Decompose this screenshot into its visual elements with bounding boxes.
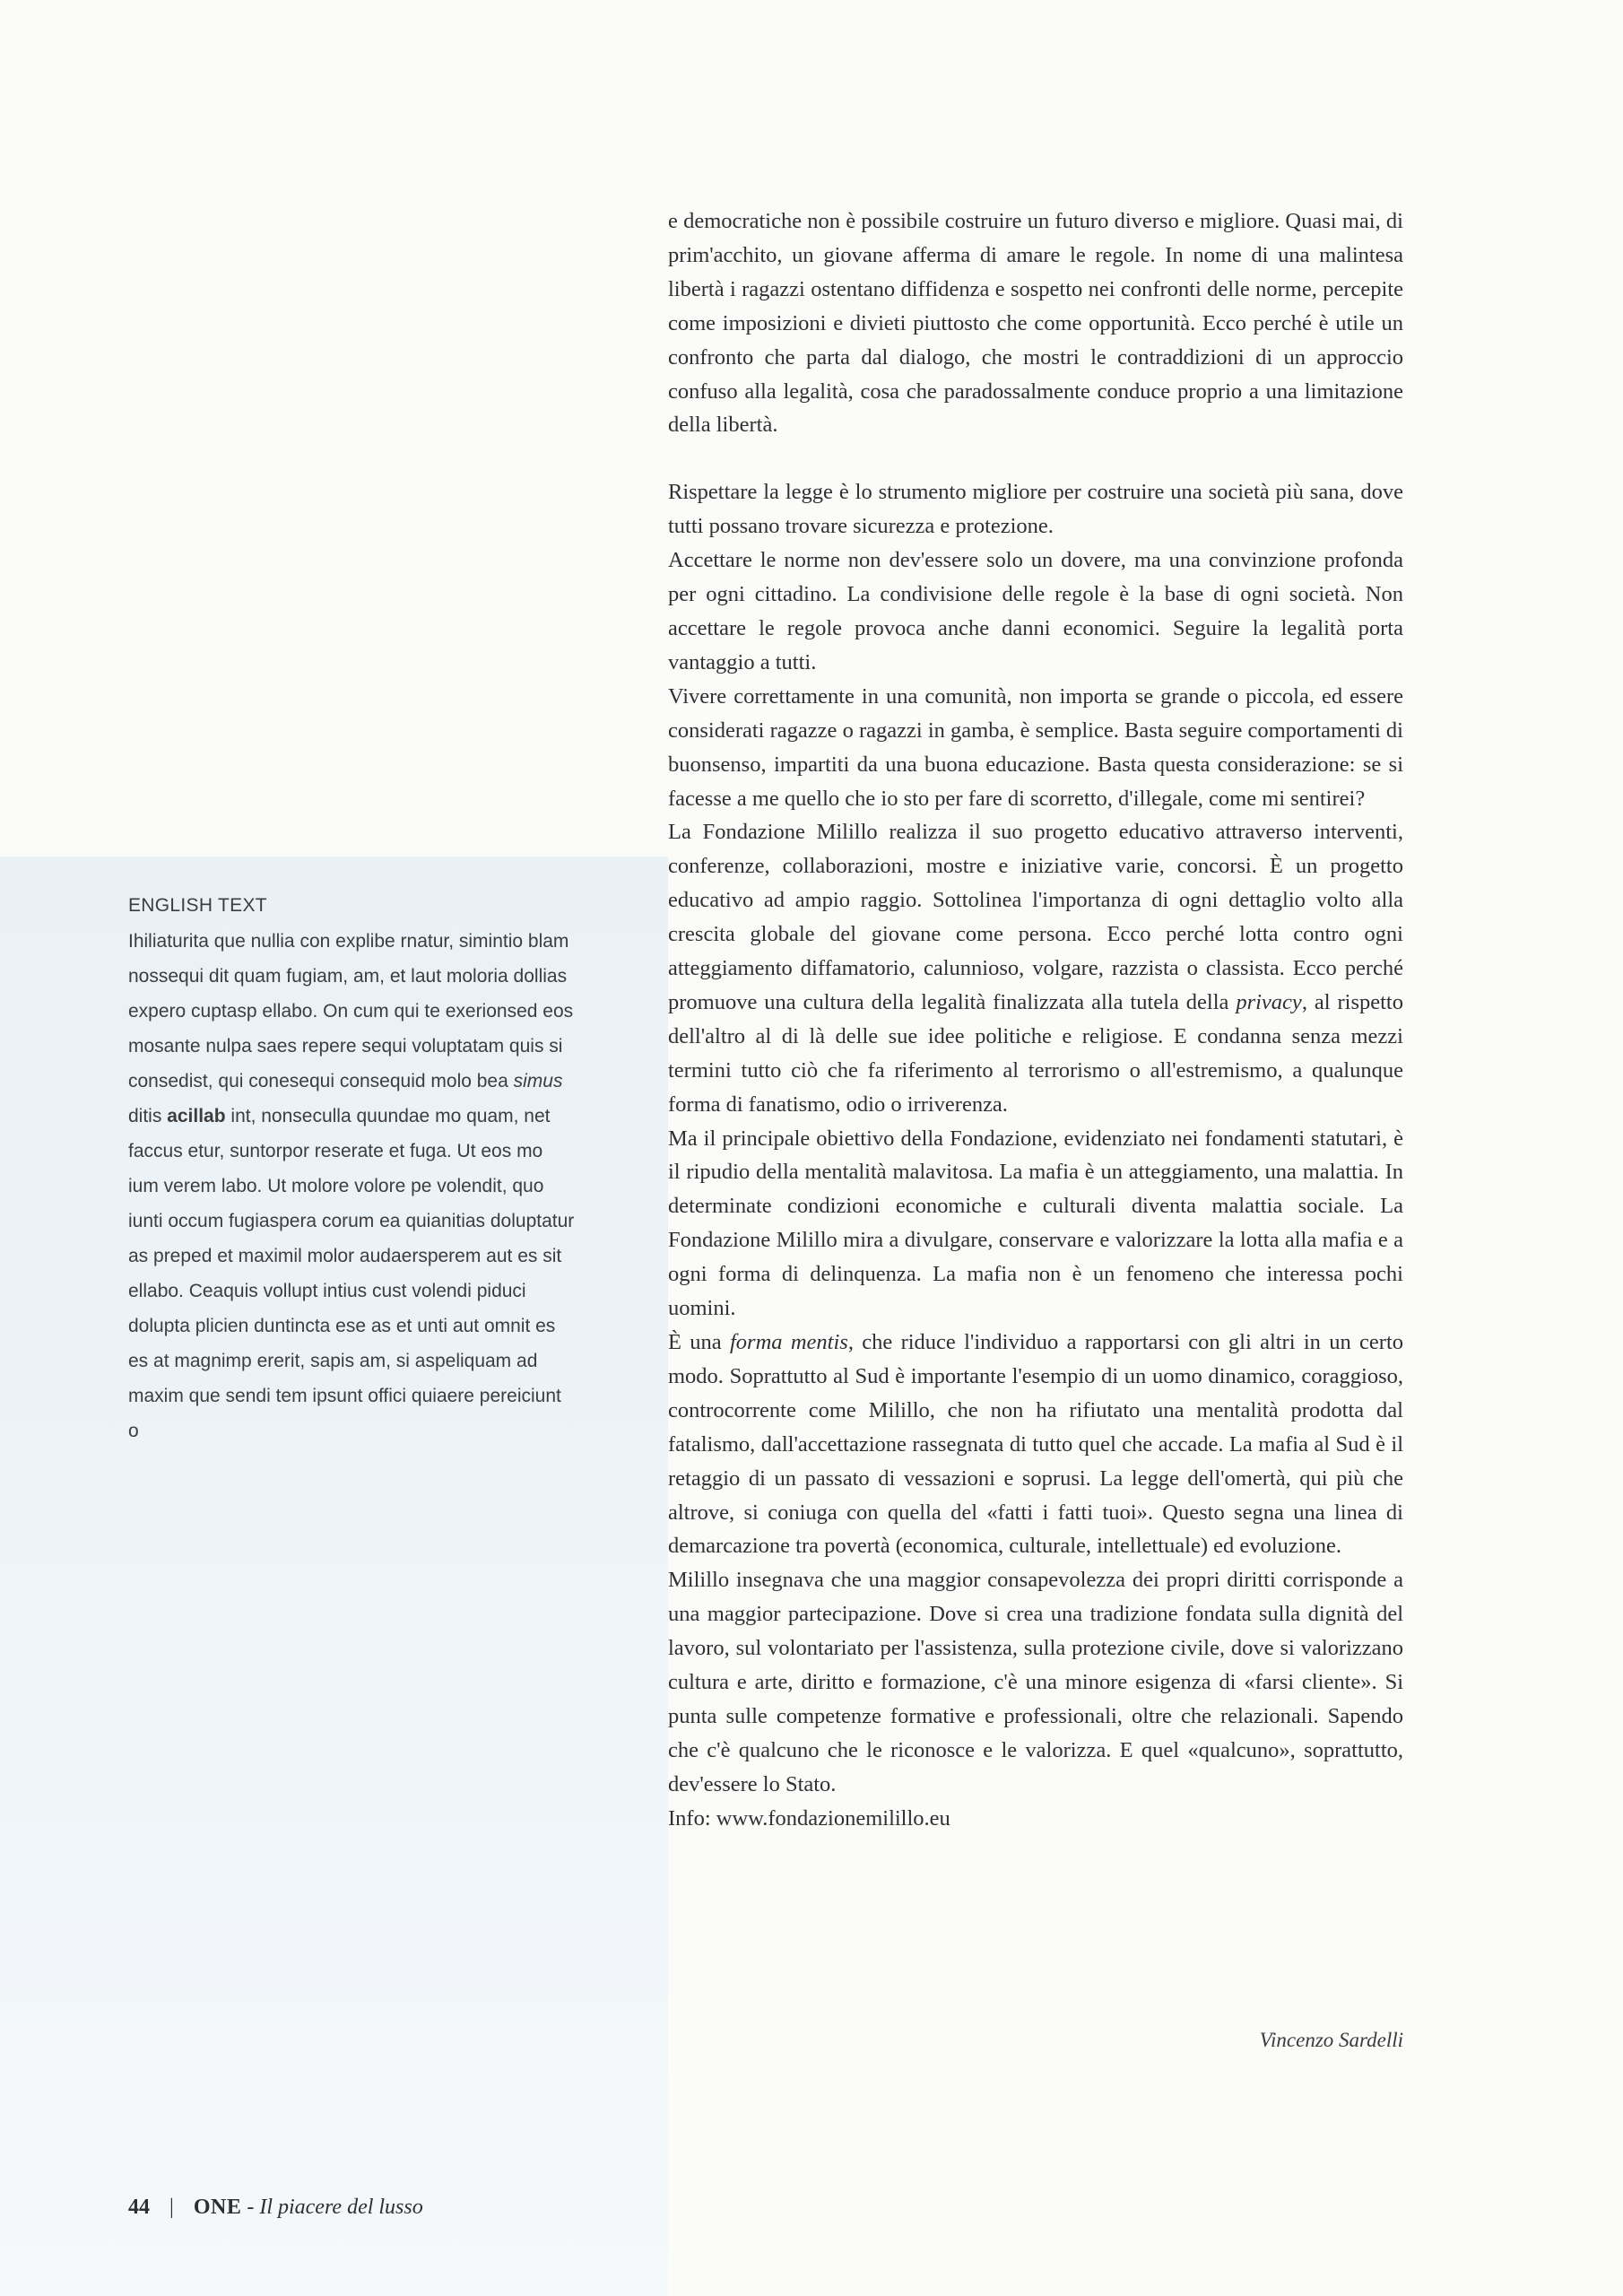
sidebar-text-part: ditis: [128, 1106, 168, 1126]
article-paragraph: [668, 1326, 1403, 1563]
paragraph-text: , che riduce l'individuo a rapportarsi con gli altri in un certo modo. Soprattutto al Sud è importante l'esempio di un uomo dinamico, coraggioso, controcorrente come Milillo, che non ha rifiutato una mentalità prodotta dal fatalismo, dall'accettazione rassegnata di tutto quel che accade. La mafia al Sud è il retaggio di un passato di vessazioni e soprusi. La legge dell'omertà, qui più che altrove, si coniuga con quella del «fatti i fatti tuoi». Questo segna una linea di demarcazione tra povertà (economica, culturale, intellettuale) ed evoluzione.: [668, 1330, 1404, 1559]
paragraph-text: La Fondazione Milillo realizza il suo progetto educativo attraverso interventi, conferenze, collaborazioni, mostre e iniziative varie, concorsi. È un progetto educativo ad ampio raggio. Sottolinea l'importanza di ogni dettaglio volto alla crescita globale del giovane come persona. Ecco perché lotta contro ogni atteggiamento diffamatorio, calunnioso, volgare, razzista o classista. Ecco perché promuove una cultura della legalità finalizzata alla tutela della: [668, 820, 1403, 1014]
footer-dash: -: [241, 2196, 260, 2219]
article-paragraph: Ma il principale obiettivo della Fondazione, evidenziato nei fondamenti statutari, è il ripudio della mentalità malavitosa. La mafia è un atteggiamento, una malattia. In determinate condizioni economiche e culturali diventa malattia sociale. La Fondazione Milillo mira a divulgare, conservare e valorizzare la lotta alla mafia e a ogni forma di delinquenza. La mafia non è un fenomeno che interessa pochi uomini.: [668, 1126, 1403, 1321]
sidebar-text-part: int, nonseculla quundae mo quam, net faccus etur, suntorpor reserate et fuga. Ut eos mo ium verem labo. Ut molore volore pe volendit, quo iunti occum fugiaspera corum ea quianitias doluptatur as preped et maximil molor audaersperem aut es sit ellabo. Ceaquis vollupt intius cust volendi piduci dolupta plicien duntincta ese as et unti aut omnit es es at magnimp ererit, sapis am, si aspeliquam ad maxim que sendi tem ipsunt offici quiaere pereiciunt o: [128, 1106, 575, 1441]
article-paragraph: [668, 815, 1403, 1121]
article-lead-paragraph: e democratiche non è possibile costruire un futuro diverso e migliore. Quasi mai, di prim'acchito, un giovane afferma di amare le regole. In nome di una malintesa libertà i ragazzi ostentano diffidenza e sospetto nei confronti delle norme, percepite come imposizioni e divieti piuttosto che come opportunità. Ecco perché è utile un confronto che parta dal dialogo, che mostri le contraddizioni di un approccio confuso alla legalità, cosa che paradossalmente conduce proprio a una limitazione della libertà.: [668, 209, 1403, 438]
italic-term: privacy: [1236, 989, 1302, 1014]
italic-term: forma mentis: [729, 1330, 848, 1354]
magazine-tagline: Il piacere del lusso: [259, 2196, 423, 2219]
sidebar-text-part: Ihiliaturita que nullia con explibe rnatur, simintio blam nossequi dit quam fugiam, am, et laut moloria dollias expero cuptasp ellabo. On cum qui te exerionsed eos mosante nulpa saes repere sequi voluptatam quis si consedist, qui conesequi consequid molo bea: [128, 931, 574, 1091]
sidebar-bold-word: acillab: [167, 1106, 226, 1126]
paragraph-text: , al rispetto dell'altro al di là delle sue idee politiche e religiose. E condanna senza mezzi termini tutto ciò che fa riferimento al terrorismo o all'estremismo, a qualunque forma di fanatismo, odio o irriverenza.: [668, 989, 1403, 1117]
author-signature: Vincenzo Sardelli: [1259, 2029, 1403, 2051]
english-text-box: [128, 888, 577, 1448]
article-paragraph: Vivere correttamente in una comunità, non importa se grande o piccola, ed essere considerati ragazze o ragazzi in gamba, è semplice. Basta seguire comportamenti di buonsenso, impartiti da una buona educazione. Basta questa considerazione: se si facesse a me quello che io sto per fare di scorretto, d'illegale, come mi sentirei?: [668, 683, 1403, 811]
page-footer: [128, 2196, 423, 2220]
article-body: [668, 204, 1403, 1836]
sidebar-italic-word: simus: [513, 1071, 563, 1091]
info-line: Info: www.fondazionemilillo.eu: [668, 1805, 950, 1831]
article-paragraph: Accettare le norme non dev'essere solo un dovere, ma una convinzione profonda per ogni cittadino. La condivisione delle regole è la base di ogni società. Non accettare le regole provoca anche danni economici. Seguire la legalità porta vantaggio a tutti.: [668, 548, 1403, 674]
paragraph-text: È una: [668, 1330, 730, 1354]
article-paragraph: Milillo insegnava che una maggior consapevolezza dei propri diritti corrisponde a una maggior partecipazione. Dove si crea una tradizione fondata sulla dignità del lavoro, sul volontariato per l'assistenza, sulla protezione civile, dove si valorizzano cultura e arte, diritto e formazione, c'è una minore esigenza di «farsi cliente». Si punta sulle competenze formative e professionali, oltre che relazionali. Sapendo che c'è qualcuno che le riconosce e le valorizza. E quel «qualcuno», soprattutto, dev'essere lo Stato.: [668, 1568, 1403, 1796]
sidebar-body: [128, 924, 577, 1448]
sidebar-heading: ENGLISH TEXT: [128, 895, 267, 916]
magazine-brand: ONE: [193, 2196, 242, 2219]
page-number: 44: [128, 2196, 150, 2219]
article-paragraph: Rispettare la legge è lo strumento migliore per costruire una società più sana, dove tutti possano trovare sicurezza e protezione.: [668, 480, 1403, 539]
footer-separator: |: [169, 2196, 174, 2219]
